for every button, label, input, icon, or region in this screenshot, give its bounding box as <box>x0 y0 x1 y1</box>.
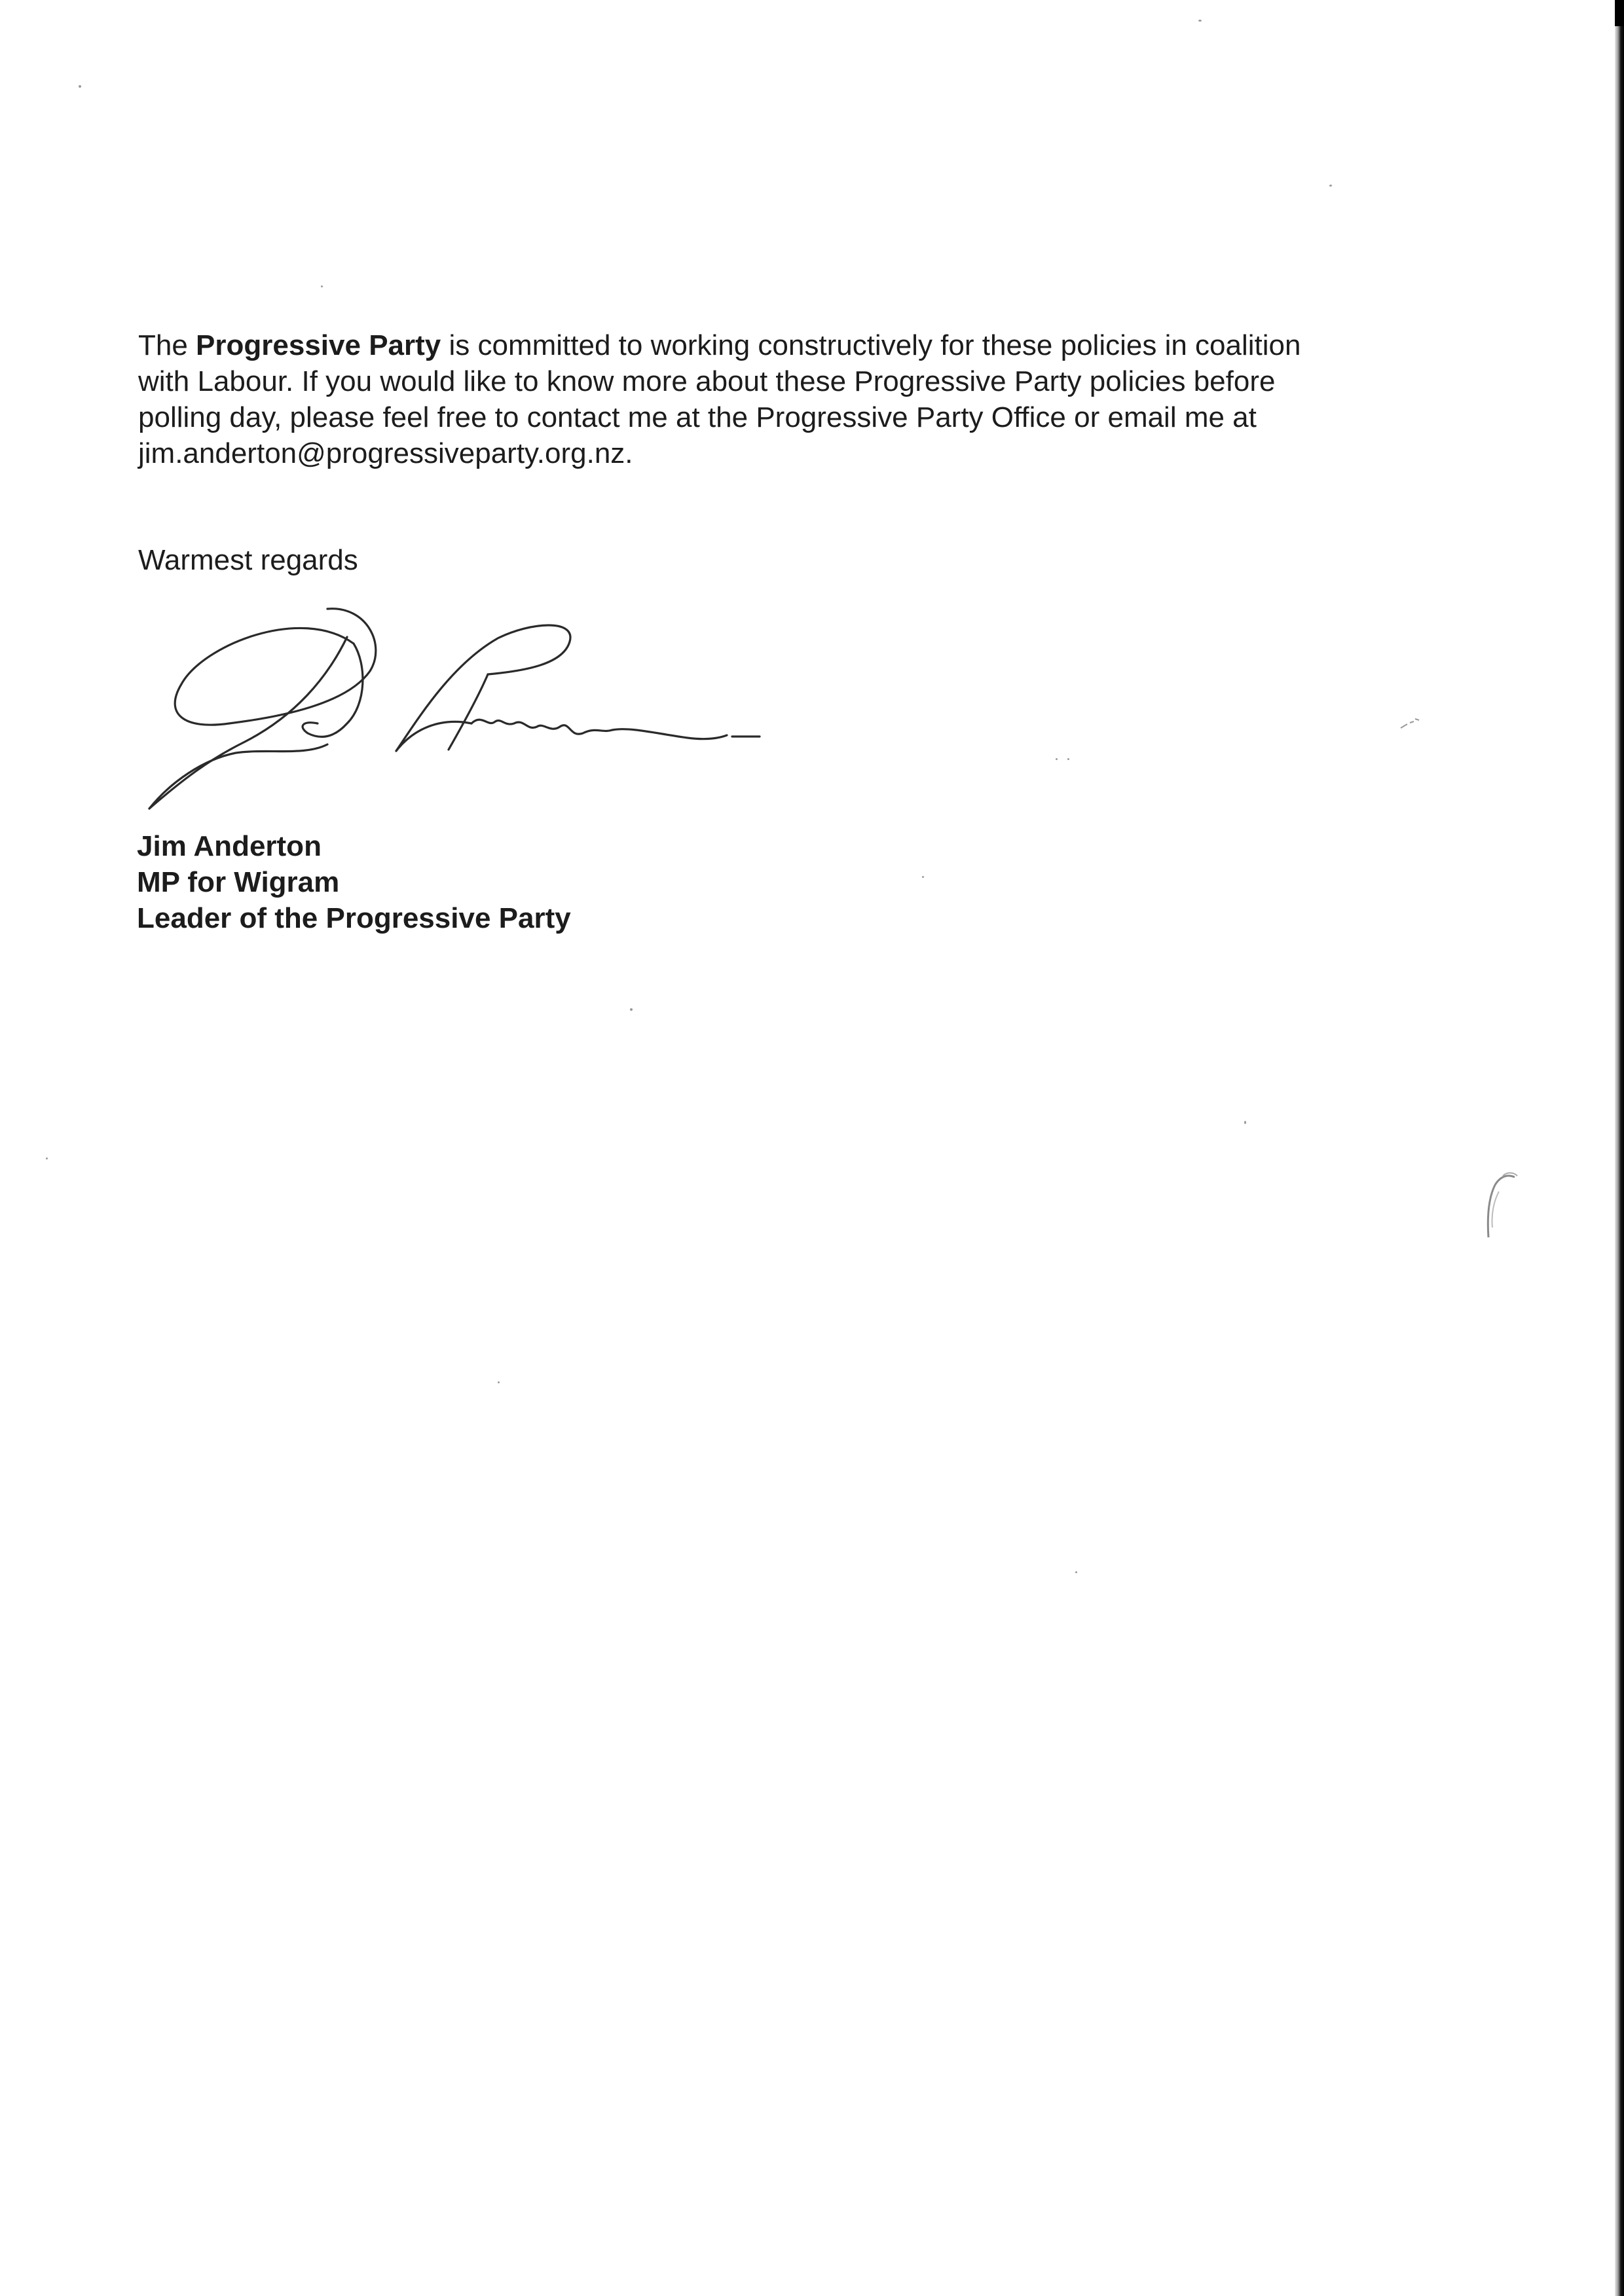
paragraph-line-1-end: is committed to working constructively for these policies in coalition <box>441 329 1301 361</box>
scan-speck <box>1056 758 1058 760</box>
signatory-position: MP for Wigram <box>137 866 340 898</box>
scan-edge-corner <box>1615 0 1624 26</box>
scan-speck <box>321 285 323 287</box>
scan-speck <box>79 85 81 88</box>
scan-speck <box>922 876 924 878</box>
signatory-name: Jim Anderton <box>137 830 322 862</box>
scan-mark <box>1398 714 1424 733</box>
scan-speck <box>1329 185 1332 187</box>
signatory-role: Leader of the Progressive Party <box>137 902 571 934</box>
paragraph-line-4: jim.anderton@progressiveparty.org.nz. <box>138 437 633 469</box>
scan-edge-shadow <box>1615 0 1624 2296</box>
handwritten-signature <box>131 592 786 815</box>
scan-speck <box>1067 758 1069 760</box>
scan-speck <box>1075 1571 1077 1573</box>
scan-speck <box>498 1381 500 1383</box>
party-name-bold: Progressive Party <box>196 329 441 361</box>
scan-speck <box>1244 1121 1246 1124</box>
scan-speck <box>46 1157 48 1159</box>
closing-paragraph <box>138 327 1461 471</box>
closing-salutation: Warmest regards <box>138 544 358 576</box>
paragraph-line-1-start: The <box>138 329 196 361</box>
scan-speck <box>1198 20 1202 22</box>
scan-mark <box>1477 1165 1522 1244</box>
paragraph-line-3: polling day, please feel free to contact me at the Progressive Party Office or email me at <box>138 401 1257 433</box>
signature-block <box>137 828 571 936</box>
scan-speck <box>630 1008 633 1011</box>
paragraph-line-2: with Labour. If you would like to know more about these Progressive Party policies before <box>138 365 1276 397</box>
paragraph-line-1 <box>138 327 1461 363</box>
